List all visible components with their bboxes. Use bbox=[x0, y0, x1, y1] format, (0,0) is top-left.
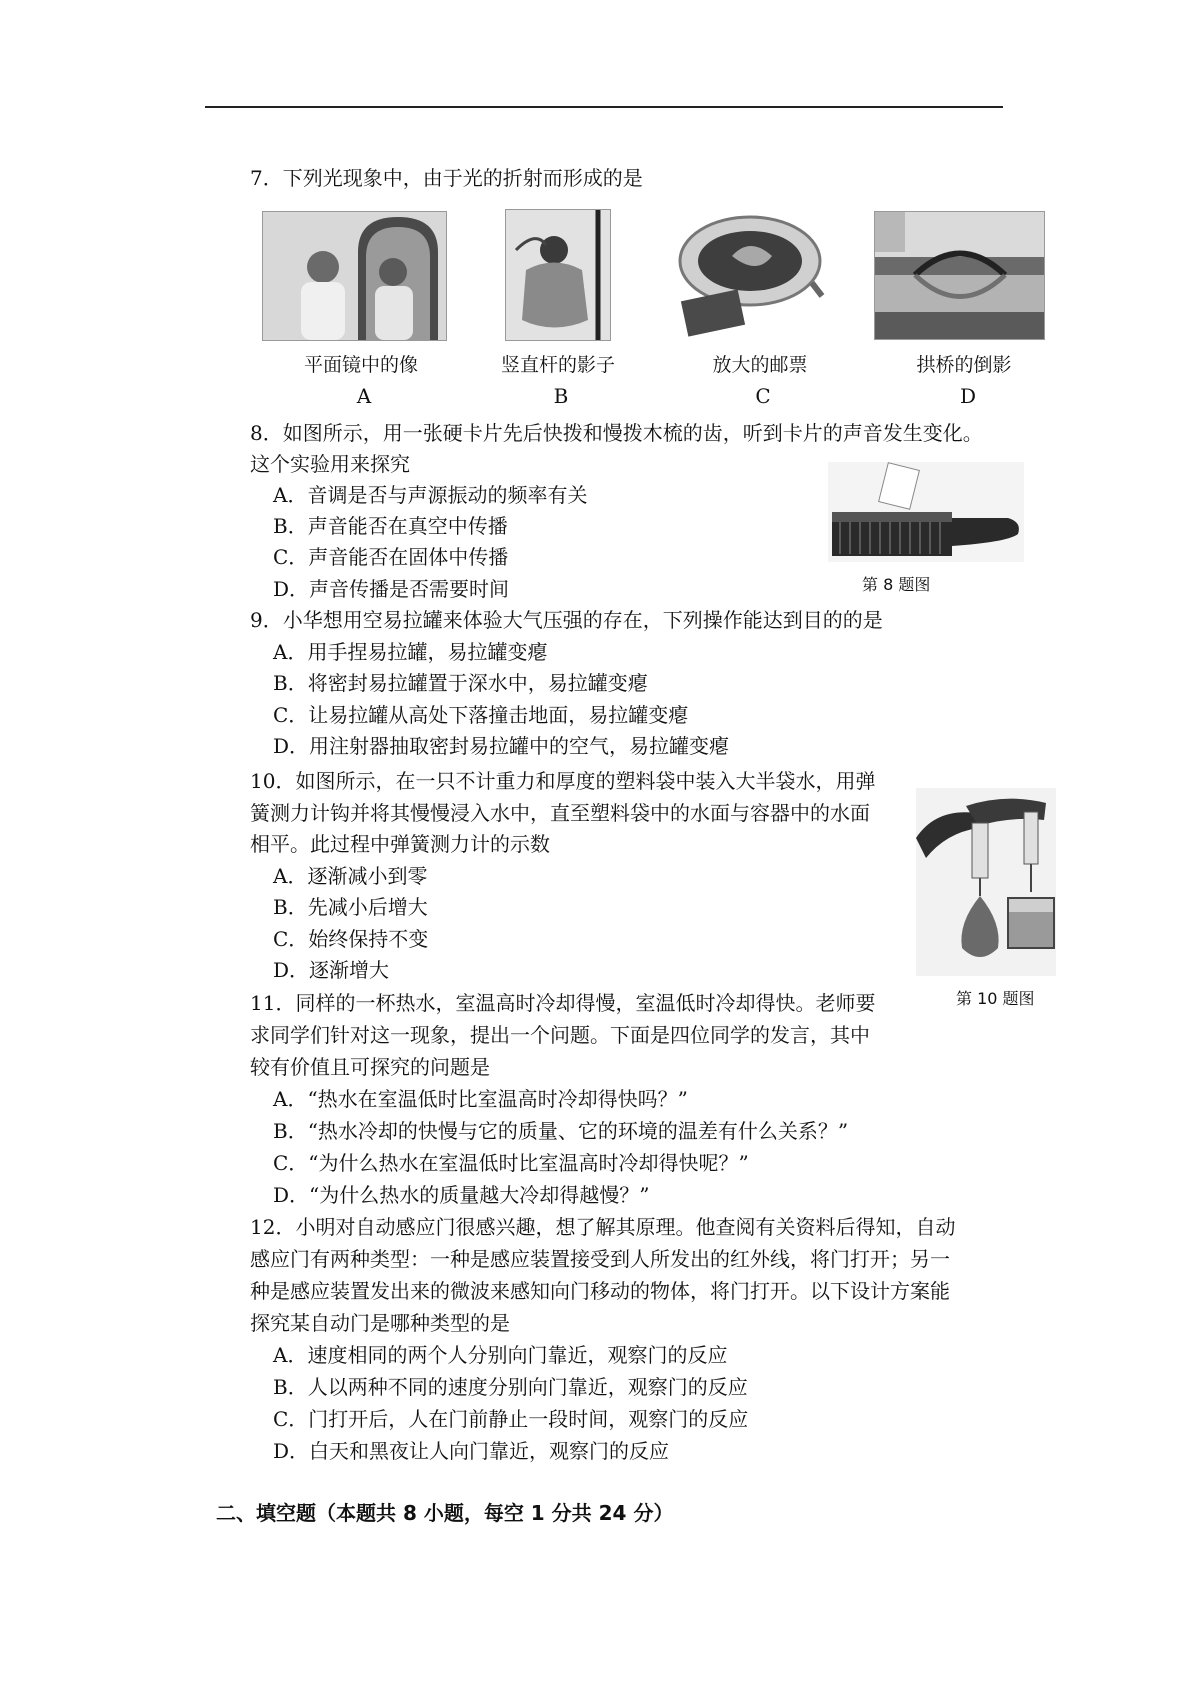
q10-figure-caption: 第 10 题图 bbox=[956, 989, 1035, 1008]
header-rule bbox=[205, 106, 1003, 108]
q8-stem-line2: 这个实验用来探究 bbox=[250, 452, 410, 476]
q8-option-c: C．声音能否在固体中传播 bbox=[273, 545, 509, 569]
q11-option-a: A．“热水在室温低时比室温高时冷却得快吗？” bbox=[273, 1087, 688, 1111]
q8-option-d: D．声音传播是否需要时间 bbox=[273, 577, 510, 601]
q12-option-d: D．白天和黑夜让人向门靠近，观察门的反应 bbox=[273, 1439, 670, 1463]
q12-option-c: C．门打开后，人在门前静止一段时间，观察门的反应 bbox=[273, 1407, 749, 1431]
q10-option-a: A．逐渐减小到零 bbox=[273, 864, 428, 888]
q11-option-c: C．“为什么热水在室温低时比室温高时冷却得快呢？” bbox=[273, 1151, 749, 1175]
q7-letter-a: A bbox=[356, 384, 372, 408]
q7-letter-d: D bbox=[959, 384, 977, 408]
q9-stem: 9．小华想用空易拉罐来体验大气压强的存在，下列操作能达到目的的是 bbox=[250, 608, 883, 632]
q7-caption-b: 竖直杆的影子 bbox=[500, 354, 615, 376]
q12-option-b: B．人以两种不同的速度分别向门靠近，观察门的反应 bbox=[273, 1375, 748, 1399]
q8-figure-caption: 第 8 题图 bbox=[862, 575, 931, 594]
q11-option-d: D．“为什么热水的质量越大冷却得越慢？” bbox=[273, 1183, 650, 1207]
q10-stem-line2: 簧测力计钩并将其慢慢浸入水中，直至塑料袋中的水面与容器中的水面 bbox=[250, 801, 870, 825]
q7-photo-c-magnified-stamp bbox=[662, 211, 826, 338]
q7-stem: 7．下列光现象中，由于光的折射而形成的是 bbox=[250, 166, 643, 190]
q11-option-b: B．“热水冷却的快慢与它的质量、它的环境的温差有什么关系？” bbox=[273, 1119, 849, 1143]
q7-letter-b: B bbox=[553, 384, 569, 408]
q11-stem-line2: 求同学们针对这一现象，提出一个问题。下面是四位同学的发言，其中 bbox=[250, 1023, 870, 1047]
q10-stem-line1: 10．如图所示，在一只不计重力和厚度的塑料袋中装入大半袋水，用弹 bbox=[250, 769, 876, 793]
q12-stem-line2: 感应门有两种类型：一种是感应装置接受到人所发出的红外线，将门打开；另一 bbox=[250, 1247, 950, 1271]
q12-stem-line1: 12．小明对自动感应门很感兴趣，想了解其原理。他查阅有关资料后得知，自动 bbox=[250, 1215, 956, 1239]
q10-option-d: D．逐渐增大 bbox=[273, 958, 390, 982]
q11-stem-line3: 较有价值且可探究的问题是 bbox=[250, 1055, 490, 1079]
q7-letter-c: C bbox=[755, 384, 771, 408]
q10-stem-line3: 相平。此过程中弹簧测力计的示数 bbox=[250, 832, 550, 856]
q9-option-a: A．用手捏易拉罐，易拉罐变瘪 bbox=[273, 640, 548, 664]
q10-figure-spring-scale bbox=[916, 788, 1056, 976]
section-2-heading: 二、填空题（本题共 8 小题，每空 1 分共 24 分） bbox=[216, 1501, 674, 1525]
q8-option-b: B．声音能否在真空中传播 bbox=[273, 514, 508, 538]
q12-stem-line3: 种是感应装置发出来的微波来感知向门移动的物体，将门打开。以下设计方案能 bbox=[250, 1279, 950, 1303]
q8-stem-line1: 8．如图所示，用一张硬卡片先后快拨和慢拨木梳的齿，听到卡片的声音发生变化。 bbox=[250, 421, 983, 445]
q7-caption-a: 平面镜中的像 bbox=[303, 354, 418, 376]
q9-option-c: C．让易拉罐从高处下落撞击地面，易拉罐变瘪 bbox=[273, 703, 689, 727]
q10-option-b: B．先减小后增大 bbox=[273, 895, 428, 919]
q9-option-b: B．将密封易拉罐置于深水中，易拉罐变瘪 bbox=[273, 671, 648, 695]
q7-photo-b-pole-shadow bbox=[505, 209, 611, 341]
q7-photo-d-bridge-reflection bbox=[874, 211, 1045, 340]
q7-photo-a-mirror-image bbox=[262, 211, 447, 341]
q11-stem-line1: 11．同样的一杯热水，室温高时冷却得慢，室温低时冷却得快。老师要 bbox=[250, 991, 876, 1015]
q12-stem-line4: 探究某自动门是哪种类型的是 bbox=[250, 1311, 510, 1335]
q8-option-a: A．音调是否与声源振动的频率有关 bbox=[273, 483, 588, 507]
q9-option-d: D．用注射器抽取密封易拉罐中的空气，易拉罐变瘪 bbox=[273, 734, 730, 758]
q7-caption-d: 拱桥的倒影 bbox=[916, 354, 1012, 376]
q12-option-a: A．速度相同的两个人分别向门靠近，观察门的反应 bbox=[273, 1343, 728, 1367]
q10-option-c: C．始终保持不变 bbox=[273, 927, 429, 951]
q8-figure-comb-card bbox=[828, 462, 1024, 562]
q7-caption-c: 放大的邮票 bbox=[712, 354, 808, 376]
